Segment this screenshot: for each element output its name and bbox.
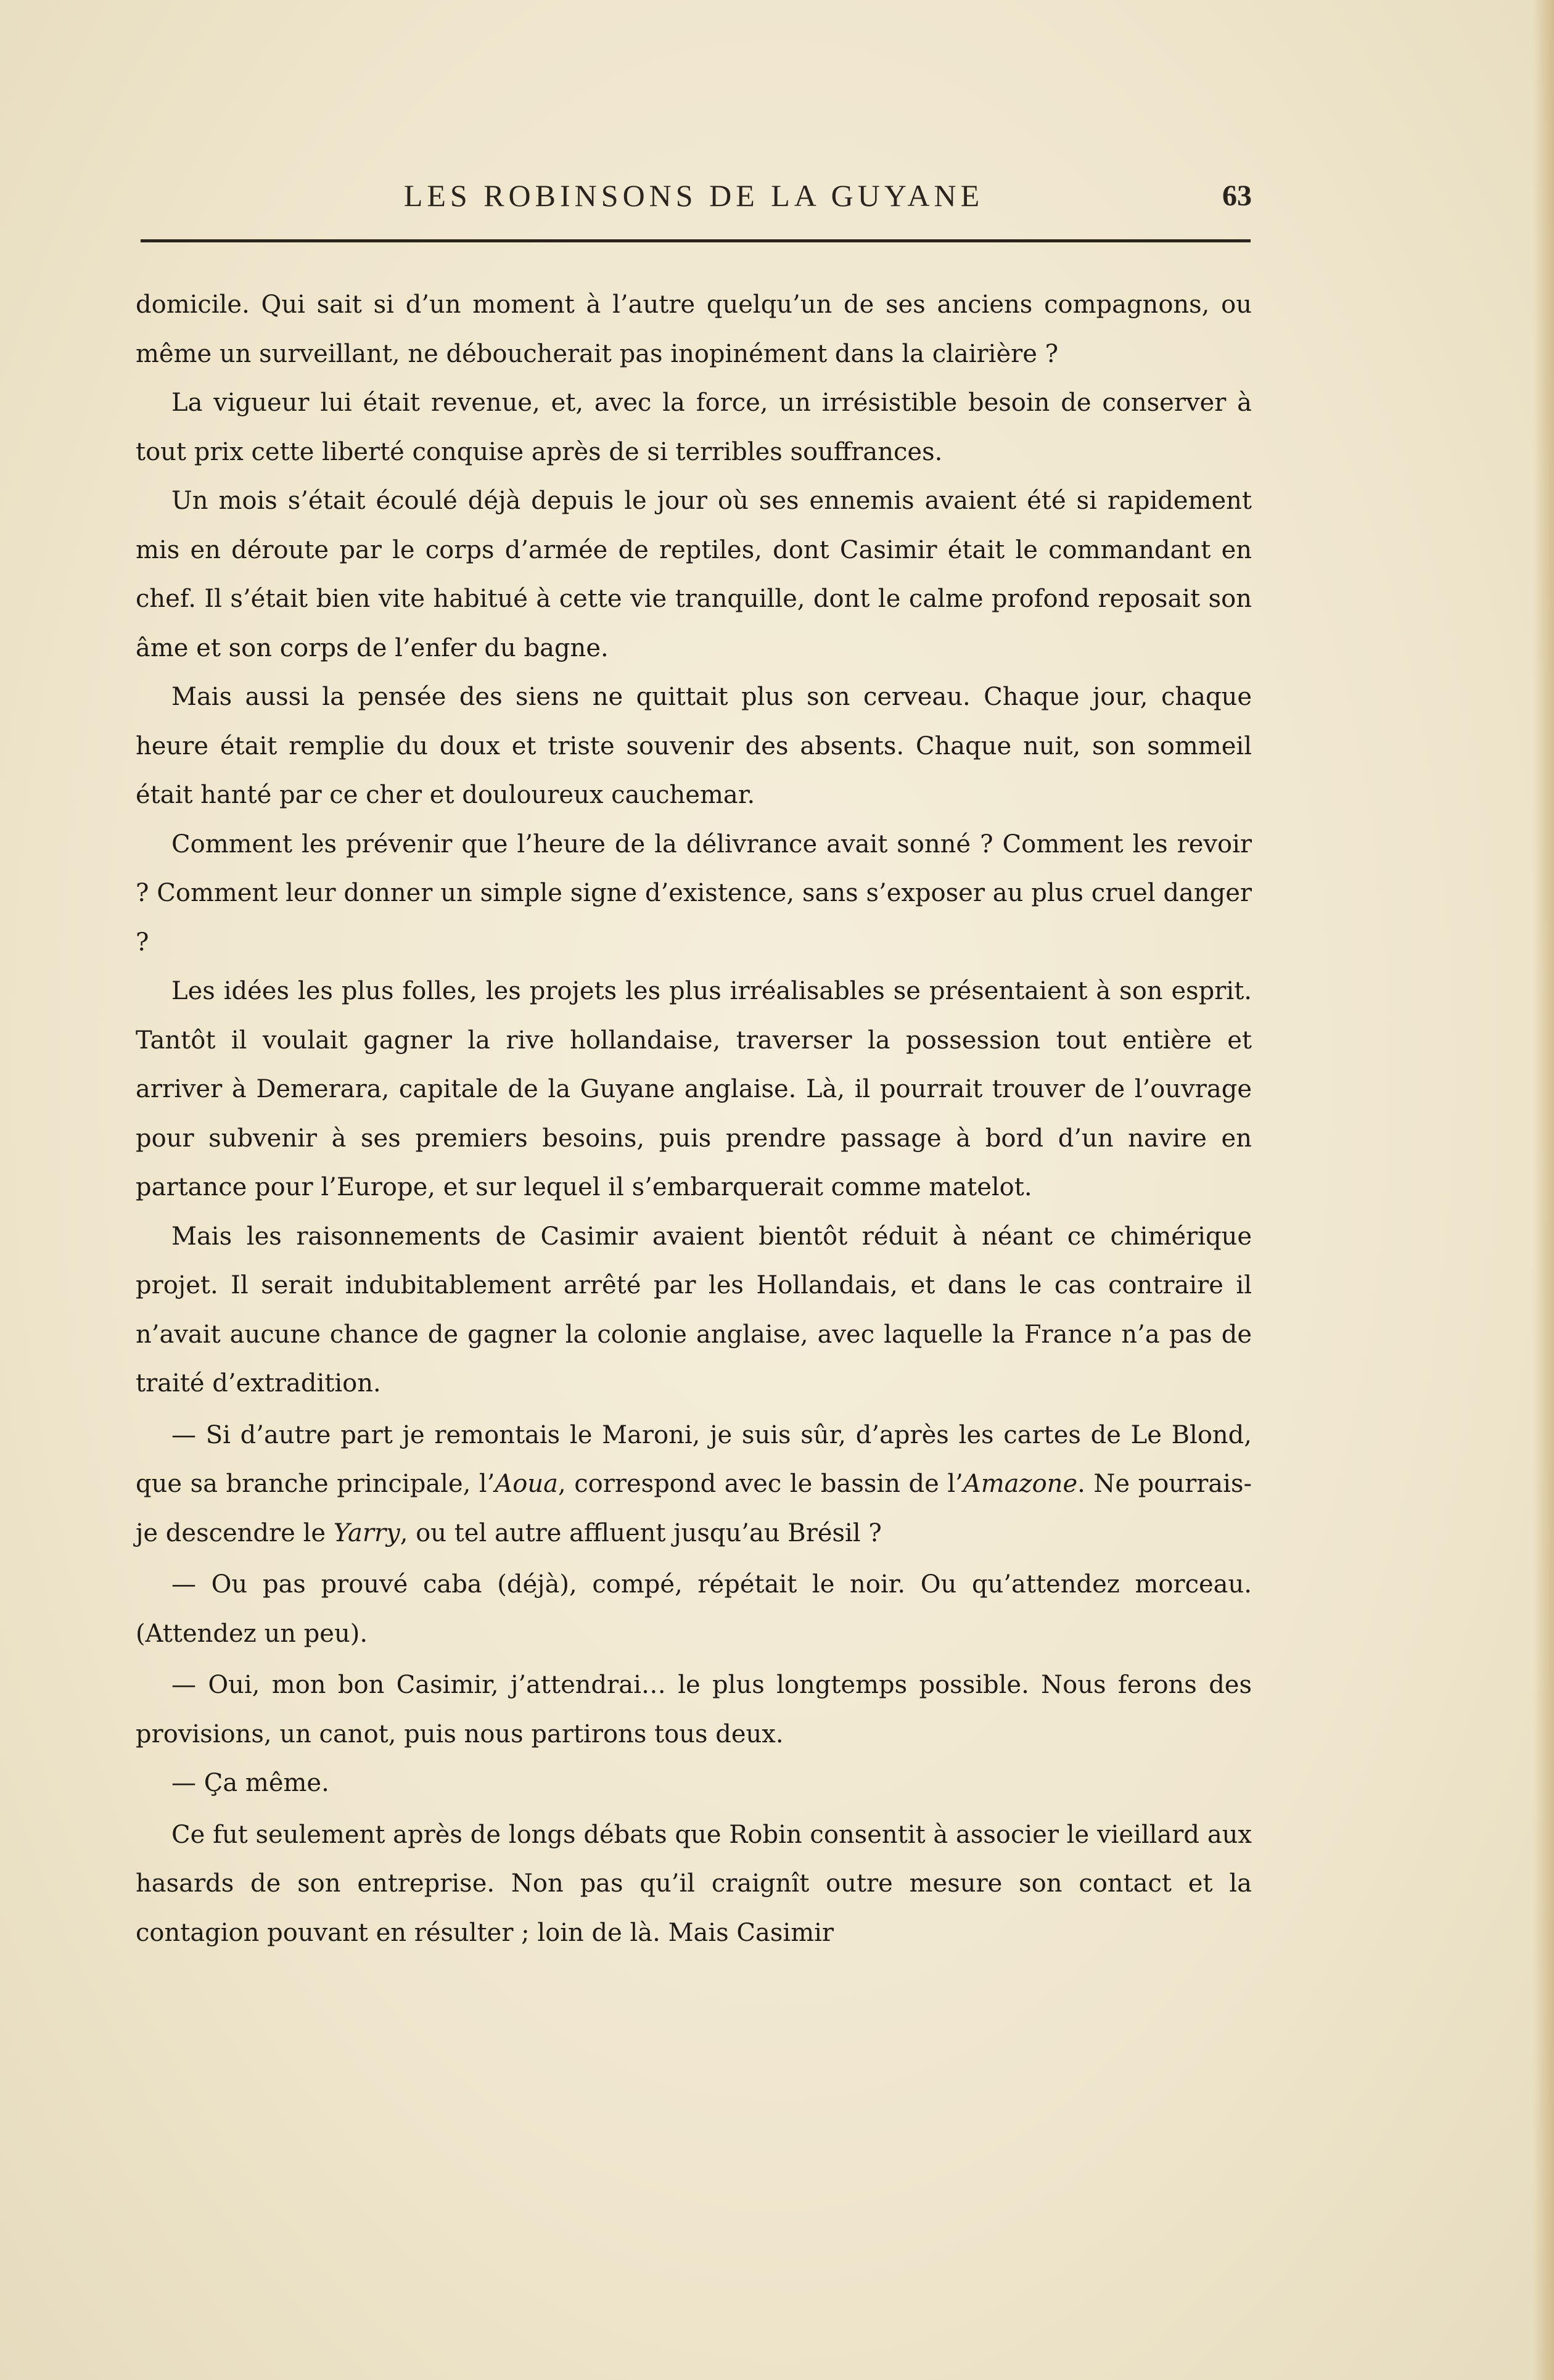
place-name: Yarry xyxy=(333,1518,400,1547)
paragraph: Ce fut seulement après de longs débats que Robin consentit à associer le vieillard aux hasards de son entreprise. Non pas qu’il craignît outre mesure son contact et la contagion pouvant en résulter ; loin de là. Mais Casimir xyxy=(136,1820,1252,1947)
paragraph: Mais les raisonnements de Casimir avaient bientôt réduit à néant ce chimérique projet. Il serait indubitablement arrêté par les Hollandais, et dans le cas contraire il n’avait aucune chance de gagner la colonie anglaise, avec laquelle la France n’a pas de traité d’extradition. xyxy=(136,1222,1252,1398)
page-header xyxy=(136,178,1252,215)
page-number: 63 xyxy=(1222,179,1252,212)
page-edge-shadow xyxy=(1533,0,1554,2380)
paragraph-dialogue: — Oui, mon bon Casimir, j’attendrai… le plus longtemps possible. Nous ferons des provisions, un canot, puis nous partirons tous deux. xyxy=(136,1671,1252,1748)
dialogue-start: — Si d’autre part je remontais le Maroni, je suis sûr, d’après les cartes de Le Blond, que sa branche principale, l’ xyxy=(136,1420,1252,1498)
paragraph: Un mois s’était écoulé déjà depuis le jour où ses ennemis avaient été si rapidement mis en déroute par le corps d’armée de reptiles, dont Casimir était le commandant en chef. Il s’était bien vite habitué à cette vie tranquille, dont le calme profond reposait son âme et son corps de l’enfer du bagne. xyxy=(136,487,1252,662)
paragraph: domicile. Qui sait si d’un moment à l’autre quelqu’un de ses anciens compagnons, ou même un surveillant, ne déboucherait pas inopinément dans la clairière ? xyxy=(136,290,1252,368)
body-text xyxy=(136,281,1252,1958)
dialogue-text: . Ne pourrais-je descendre le xyxy=(136,1470,1252,1547)
place-name: Aoua xyxy=(495,1470,558,1498)
dialogue-text: , correspond avec le bassin de l’ xyxy=(558,1470,963,1498)
running-title: LES ROBINSONS DE LA GUYANE xyxy=(403,178,984,213)
paragraph-dialogue: — Ça même. xyxy=(171,1769,329,1797)
paragraph-dialogue: — Ou pas prouvé caba (déjà), compé, répétait le noir. Ou qu’attendez morceau. (Attendez un peu). xyxy=(136,1570,1252,1648)
header-rule xyxy=(141,239,1251,242)
place-name: Amazone xyxy=(963,1470,1078,1498)
paragraph: La vigueur lui était revenue, et, avec la force, un irrésistible besoin de conserver à tout prix cette liberté conquise après de si terribles souffrances. xyxy=(136,389,1252,466)
paragraph-dialogue xyxy=(136,1411,1252,1559)
paragraph: Les idées les plus folles, les projets les plus irréalisables se présentaient à son esprit. Tantôt il voulait gagner la rive hollandaise, traverser la possession tout entière et arriver à Demerara, capitale de la Guyane anglaise. Là, il pourrait trouver de l’ouvrage pour subvenir à ses premiers besoins, puis prendre passage à bord d’un navire en partance pour l’Europe, et sur lequel il s’embarquerait comme matelot. xyxy=(136,977,1252,1201)
dialogue-text: , ou tel autre affluent jusqu’au Brésil ? xyxy=(400,1518,882,1547)
paragraph: Mais aussi la pensée des siens ne quittait plus son cerveau. Chaque jour, chaque heure était remplie du doux et triste souvenir des absents. Chaque nuit, son sommeil était hanté par ce cher et douloureux cauchemar. xyxy=(136,683,1252,809)
paragraph: Comment les prévenir que l’heure de la délivrance avait sonné ? Comment les revoir ? Comment leur donner un simple signe d’existence, sans s’exposer au plus cruel danger ? xyxy=(136,830,1252,957)
